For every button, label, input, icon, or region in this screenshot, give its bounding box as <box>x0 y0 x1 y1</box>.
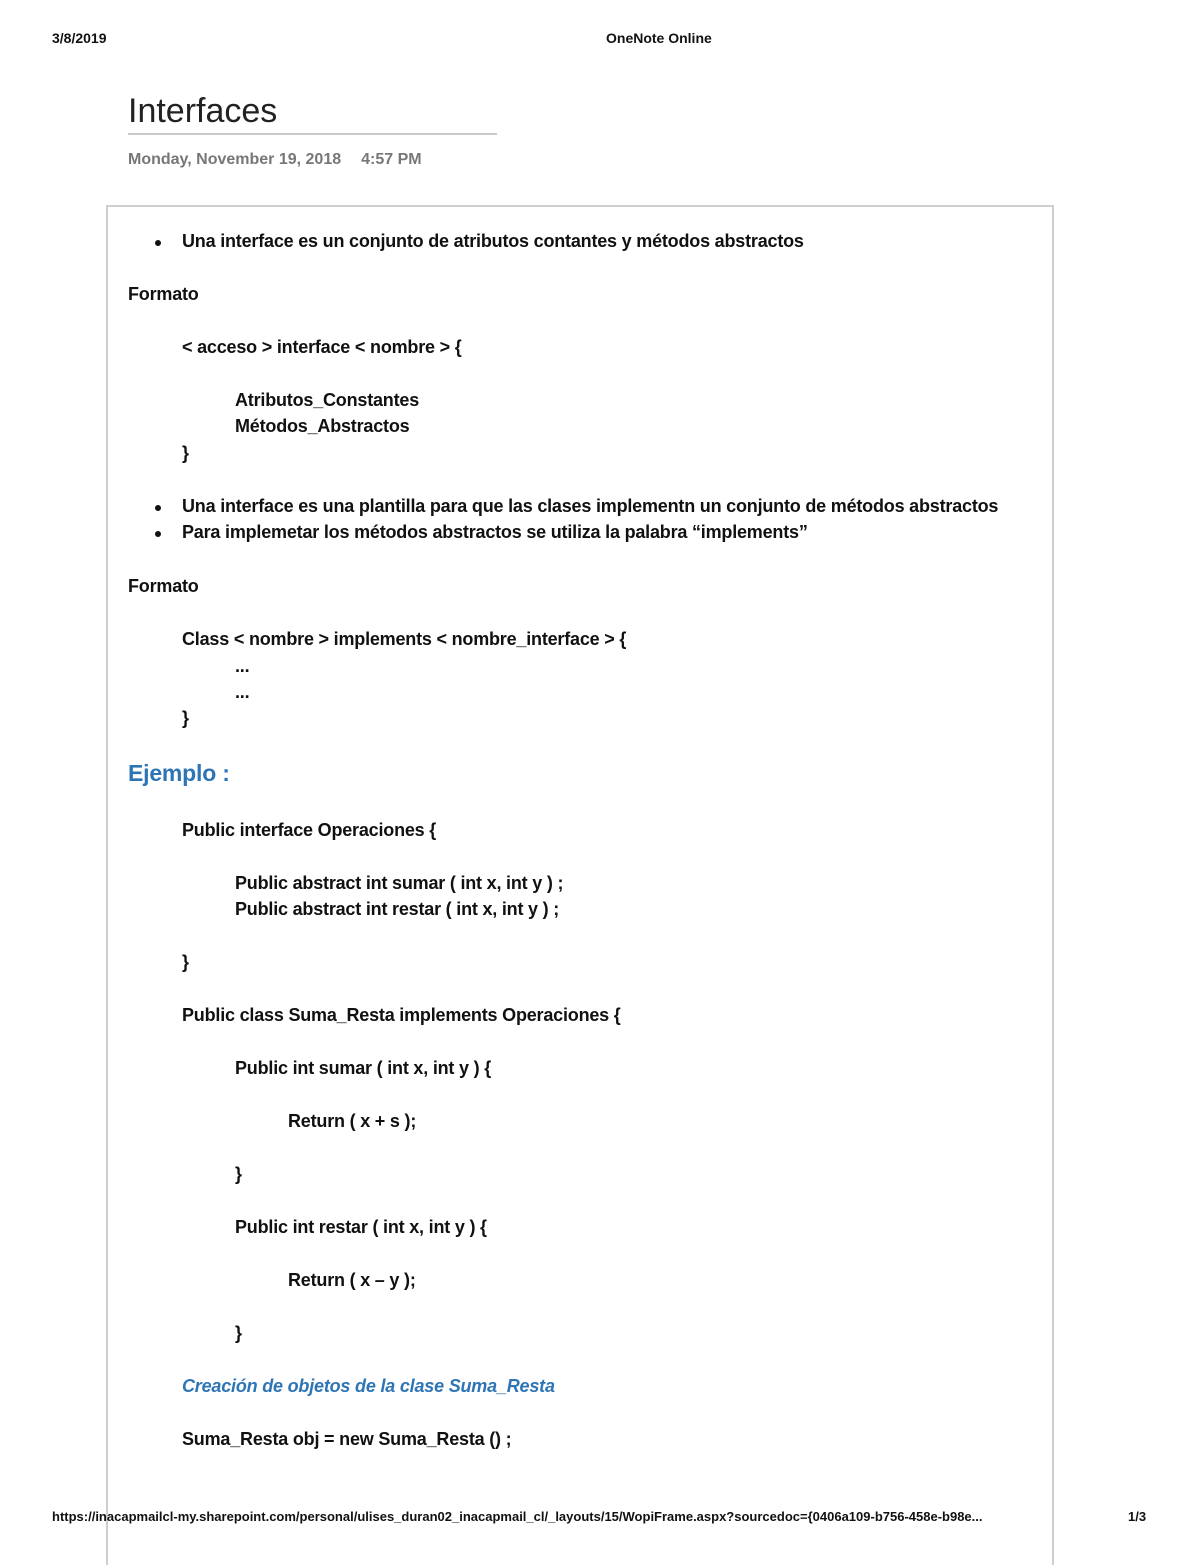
page-timestamp <box>128 151 422 169</box>
bullet-item: Una interface es un conjunto de atributos contantes y métodos abstractos <box>182 231 804 251</box>
page-title: Interfaces <box>128 92 278 130</box>
code-line: } <box>182 443 189 463</box>
title-underline <box>128 133 497 135</box>
code-line: Public class Suma_Resta implements Operaciones { <box>182 1005 621 1025</box>
code-line: Suma_Resta obj = new Suma_Resta () ; <box>182 1429 512 1449</box>
page-time: 4:57 PM <box>361 151 422 168</box>
format-label: Formato <box>128 576 199 596</box>
print-url: https://inacapmailcl-my.sharepoint.com/personal/ulises_duran02_inacapmail_cl/_layouts/15/WopiFrame.aspx?sourcedoc={0406a109-b756-458e-b98e... <box>52 1509 983 1524</box>
format-label: Formato <box>128 284 199 304</box>
code-line: Public abstract int sumar ( int x, int y ) ; <box>235 873 564 893</box>
code-line: < acceso > interface < nombre > { <box>182 337 462 357</box>
code-line: Return ( x + s ); <box>288 1111 417 1131</box>
code-line: } <box>182 952 189 972</box>
code-line: Class < nombre > implements < nombre_interface > { <box>182 629 627 649</box>
code-line: ... <box>235 682 250 702</box>
code-line: Public int restar ( int x, int y ) { <box>235 1217 487 1237</box>
page-date: Monday, November 19, 2018 <box>128 151 342 168</box>
print-page-number: 1/3 <box>1128 1509 1147 1524</box>
code-line: Return ( x – y ); <box>288 1270 416 1290</box>
code-line: Atributos_Constantes <box>235 390 420 410</box>
example-heading: Ejemplo : <box>128 760 230 786</box>
code-line: } <box>182 708 189 728</box>
code-line: Public int sumar ( int x, int y ) { <box>235 1058 492 1078</box>
objects-caption: Creación de objetos de la clase Suma_Resta <box>182 1376 555 1396</box>
print-app-name: OneNote Online <box>606 30 712 46</box>
code-line: Public interface Operaciones { <box>182 820 437 840</box>
code-line: } <box>235 1323 242 1343</box>
code-line: } <box>235 1164 242 1184</box>
bullet-item: Una interface es una plantilla para que las clases implementn un conjunto de métodos abstractos <box>182 496 999 516</box>
code-line: Public abstract int restar ( int x, int y ) ; <box>235 899 560 919</box>
code-line: ... <box>235 656 250 676</box>
bullet-item: Para implemetar los métodos abstractos se utiliza la palabra “implements” <box>182 522 808 542</box>
code-line: Métodos_Abstractos <box>235 416 410 436</box>
print-date: 3/8/2019 <box>52 30 107 46</box>
